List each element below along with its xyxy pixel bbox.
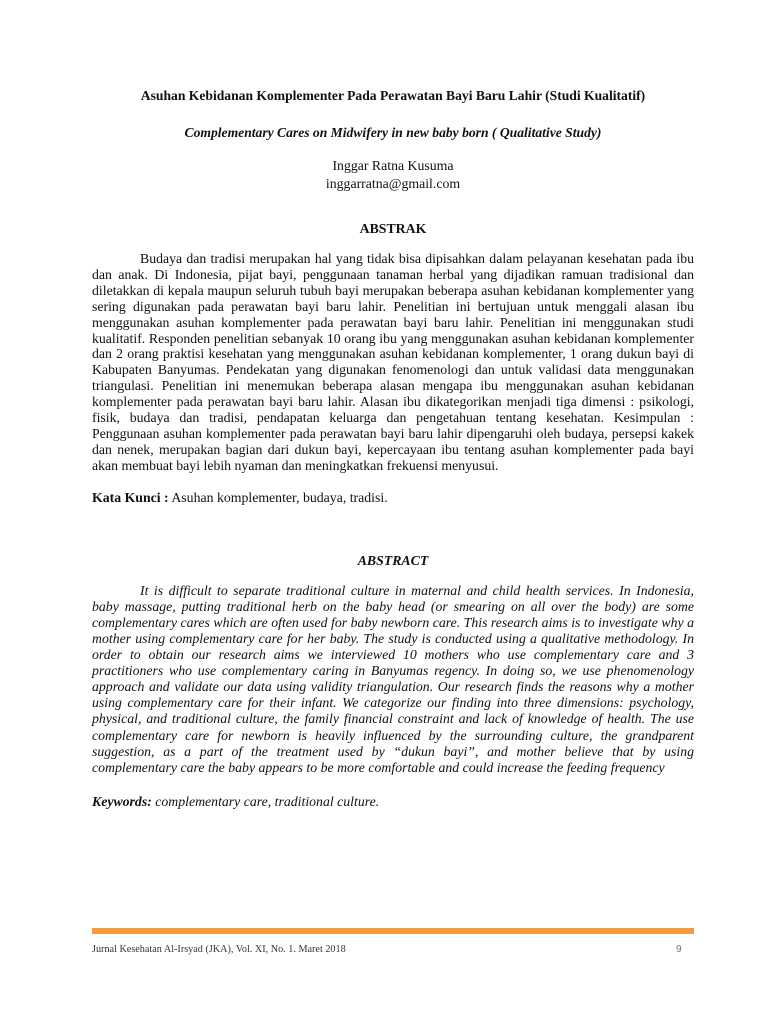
journal-citation: Jurnal Kesehatan Al-Irsyad (JKA), Vol. XI, No. 1. Maret 2018 bbox=[92, 944, 346, 955]
author-email: inggarratna@gmail.com bbox=[325, 176, 461, 191]
abstrak-body: Budaya dan tradisi merupakan hal yang tidak bisa dipisahkan dalam pelayanan kesehatan pada ibu dan anak. Di Indonesia, pijat bayi, penggunaan tanaman herbal yang dijadikan ramuan tradisional dan diletakkan di kepala maupun seluruh tubuh bayi merupakan beberapa asuhan kebidanan komplementer yang sering digunakan pada perawatan bayi baru lahir. Penelitian ini bertujuan untuk menggali alasan ibu menggunakan asuhan komplementer pada perawatan bayi baru lahir. Penelitian ini menggunakan studi kualitatif. Responden penelitian sebanyak 10 orang ibu yang menggunakan asuhan kebidanan komplementer dan 2 orang praktisi kesehatan yang menggunakan asuhan kebidanan komplementer, 1 orang dukun bayi di Kabupaten Banyumas. Pendekatan yang digunakan fenomenologi dan untuk validasi data menggunakan triangulasi. Penelitian ini menemukan beberapa alasan mengapa ibu menggunakan asuhan kebidanan komplementer pada perawatan bayi baru lahir. Alasan ibu dikategorikan menjadi tiga dimensi : psikologi, fisik, budaya dan tradisi, pendapatan keluarga dan pengetahuan tentang kesehatan. Kesimpulan : Penggunaan asuhan komplementer pada perawatan bayi baru lahir dipengaruhi oleh budaya, persepsi kakek dan nenek, merupakan bagian dari dukun bayi, kepercayaan ibu tentang asuhan komplementer pada bayi akan membuat bayi lebih nyaman dan meningkatkan frekuensi menyusui. bbox=[92, 251, 694, 473]
kata-kunci-values: Asuhan komplementer, budaya, tradisi. bbox=[168, 489, 388, 505]
kata-kunci bbox=[92, 489, 694, 507]
keywords-values: complementary care, traditional culture. bbox=[151, 793, 380, 809]
page-number: 9 bbox=[676, 944, 682, 955]
paper-title: Asuhan Kebidanan Komplementer Pada Perawatan Bayi Baru Lahir (Studi Kualitatif) bbox=[140, 88, 646, 103]
paper-subtitle: Complementary Cares on Midwifery in new baby born ( Qualitative Study) bbox=[184, 125, 602, 140]
abstract-body: It is difficult to separate traditional culture in maternal and child health services. In Indonesia, baby massage, putting traditional herb on the baby head (or smearing on all over the body) are some complementary cares which are often used for baby newborn care. This research aims is to investigate why a mother using complementary care for her baby. The study is conducted using a qualitative methodology. In order to obtain our research aims we interviewed 10 mothers who use complementary care and 3 practitioners who use complementary caring in Banyumas regency. In doing so, we use phenomenology approach and validate our data using validity triangulation. Our research finds the reasons why a mother using complementary care for their infant. We categorize our finding into three dimensions: psychology, physical, and traditional culture, the family financial constraint and lack of knowledge of health. The use complementary care for newborn is heavily influenced by the surrounding culture, the grandparent suggestion, as a part of the treatment used by “dukun bayi”, and mother believe that by using complementary care the baby appears to be more comfortable and could increase the feeding frequency bbox=[92, 582, 694, 775]
author-name: Inggar Ratna Kusuma bbox=[332, 158, 454, 173]
kata-kunci-label: Kata Kunci : bbox=[92, 489, 169, 505]
footer-rule bbox=[92, 928, 694, 934]
abstract-heading: ABSTRACT bbox=[357, 552, 429, 568]
paper-page bbox=[92, 86, 694, 811]
keywords-label: Keywords: bbox=[92, 793, 152, 809]
abstrak-heading: ABSTRAK bbox=[359, 221, 427, 236]
keywords bbox=[92, 793, 694, 811]
